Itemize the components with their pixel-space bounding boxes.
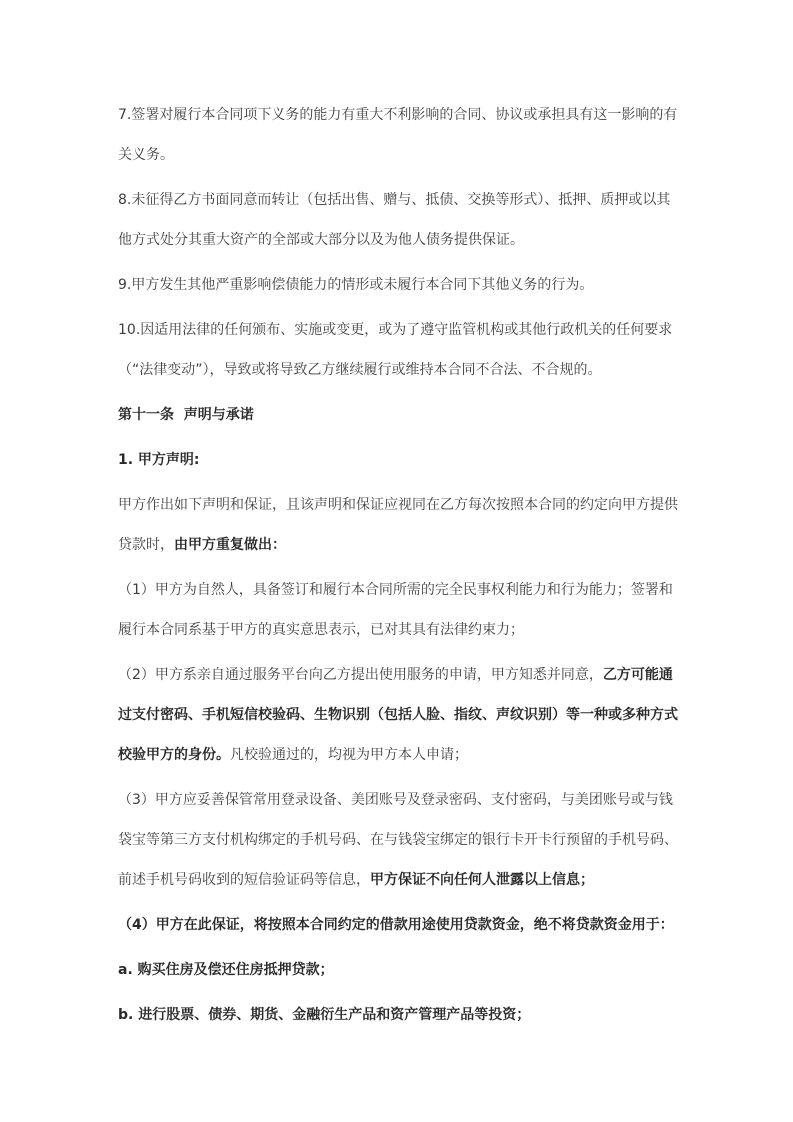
clause-9 — [118, 265, 678, 305]
text-segment-bold: 第十一条 声明与承诺 — [118, 407, 254, 423]
article-11-heading — [118, 395, 678, 435]
text-segment-bold: 乙方可能通过支付密码、手机短信校验码、生物识别（包括人脸、指纹、声纹识别）等一种或多种方式校验甲方的身份。 — [118, 667, 678, 763]
text-segment: 8.未征得乙方书面同意而转让（包括出售、赠与、抵债、交换等形式）、抵押、质押或以其他方式处分其重大资产的全部或大部分以及为他人债务提供保证。 — [118, 192, 671, 248]
text-segment: （3）甲方应妥善保管常用登录设备、美团账号及登录密码、支付密码，与美团账号或与钱袋宝等第三方支付机构绑定的手机号码、在与钱袋宝绑定的银行卡开卡行预留的手机号码、前述手机号码收到的短信验证码等信息， — [118, 792, 678, 888]
clause-8 — [118, 180, 678, 260]
statement-item-4 — [118, 905, 678, 945]
text-segment: 甲方作出如下声明和保证，且该声明和保证应视同在乙方每次按照本合同的约定向甲方提供贷款时， — [118, 497, 678, 553]
statement-item-1 — [118, 570, 678, 650]
loan-use-item-a — [118, 950, 678, 990]
statement-item-2 — [118, 655, 678, 775]
text-segment-bold: 由甲方重复做出： — [174, 537, 286, 553]
statement-item-3 — [118, 780, 678, 900]
text-segment-bold: 甲方保证不向任何人泄露以上信息； — [370, 872, 594, 888]
text-segment-bold: （4）甲方在此保证，将按照本合同约定的借款用途使用贷款资金，绝不将贷款资金用于： — [118, 917, 674, 933]
text-segment-bold: a. 购买住房及偿还住房抵押贷款； — [118, 962, 334, 978]
clause-7 — [118, 95, 678, 175]
clause-10 — [118, 310, 678, 390]
text-segment: 凡校验通过的，均视为甲方本人申请； — [230, 747, 468, 763]
text-segment: 10.因适用法律的任何颁布、实施或变更，或为了遵守监管机构或其他行政机关的任何要求（“法律变动”），导致或将导致乙方继续履行或维持本合同不合法、不合规的。 — [118, 322, 673, 378]
party-a-statement-heading — [118, 440, 678, 480]
text-segment-bold: 1. 甲方声明: — [118, 452, 200, 468]
text-segment-bold: b. 进行股票、债券、期货、金融衍生产品和资产管理产品等投资； — [118, 1007, 531, 1023]
statement-intro — [118, 485, 678, 565]
text-segment: 7.签署对履行本合同项下义务的能力有重大不利影响的合同、协议或承担具有这一影响的有关义务。 — [118, 107, 678, 163]
text-segment: 9.甲方发生其他严重影响偿债能力的情形或未履行本合同下其他义务的行为。 — [118, 277, 594, 293]
loan-use-item-b — [118, 995, 678, 1035]
text-segment: （2）甲方系亲自通过服务平台向乙方提出使用服务的申请，甲方知悉并同意， — [118, 667, 603, 683]
text-segment: （1）甲方为自然人，具备签订和履行本合同所需的完全民事权利能力和行为能力；签署和履行本合同系基于甲方的真实意思表示，已对其具有法律约束力； — [118, 582, 673, 638]
